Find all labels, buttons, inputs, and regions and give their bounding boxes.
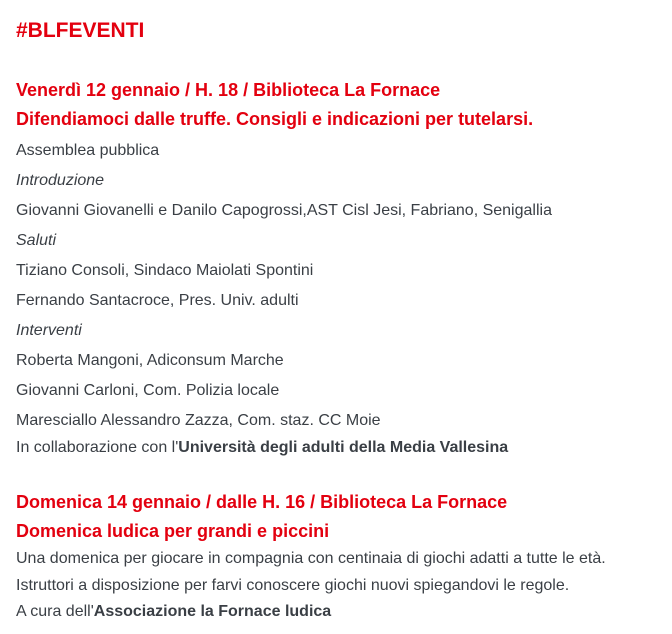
- event1-talk-item: Giovanni Carloni, Com. Polizia locale: [16, 382, 280, 399]
- event1-type: Assemblea pubblica: [16, 142, 160, 159]
- care-org: Associazione la Fornace ludica: [93, 603, 332, 620]
- event1-title: Difendiamoci dalle truffe. Consigli e indicazioni per tutelarsi.: [16, 109, 534, 129]
- event2-description: Una domenica per giocare in compagnia con centinaia di giochi adatti a tutte le età.: [16, 550, 606, 567]
- event1-greeting-item: Fernando Santacroce, Pres. Univ. adulti: [16, 292, 299, 309]
- event1-greetings-label: Saluti: [16, 232, 57, 249]
- event1-collaboration: [16, 437, 508, 459]
- event1-talk-item: Roberta Mangoni, Adiconsum Marche: [16, 352, 284, 369]
- hashtag-heading: #BLFEVENTI: [16, 19, 145, 42]
- event2-description: Istruttori a disposizione per farvi conoscere giochi nuovi spiegandovi le regole.: [16, 577, 570, 594]
- collab-org: Università degli adulti della Media Vallesina: [178, 439, 509, 456]
- event1-greeting-item: Tiziano Consoli, Sindaco Maiolati Spontini: [16, 262, 314, 279]
- event1-talks-label: Interventi: [16, 322, 82, 339]
- event1-intro: Giovanni Giovanelli e Danilo Capogrossi,AST Cisl Jesi, Fabriano, Senigallia: [16, 202, 552, 219]
- event2-title: Domenica ludica per grandi e piccini: [16, 521, 330, 541]
- event1-header: Venerdì 12 gennaio / H. 18 / Biblioteca La Fornace: [16, 80, 441, 100]
- care-prefix: A cura dell': [16, 603, 94, 620]
- event1-talk-item: Maresciallo Alessandro Zazza, Com. staz. CC Moie: [16, 412, 381, 429]
- collab-prefix: In collaborazione con l': [16, 439, 179, 456]
- event1-intro-label: Introduzione: [16, 172, 105, 189]
- event2-header: Domenica 14 gennaio / dalle H. 16 / Biblioteca La Fornace: [16, 492, 508, 512]
- event2-organizer: [16, 601, 331, 623]
